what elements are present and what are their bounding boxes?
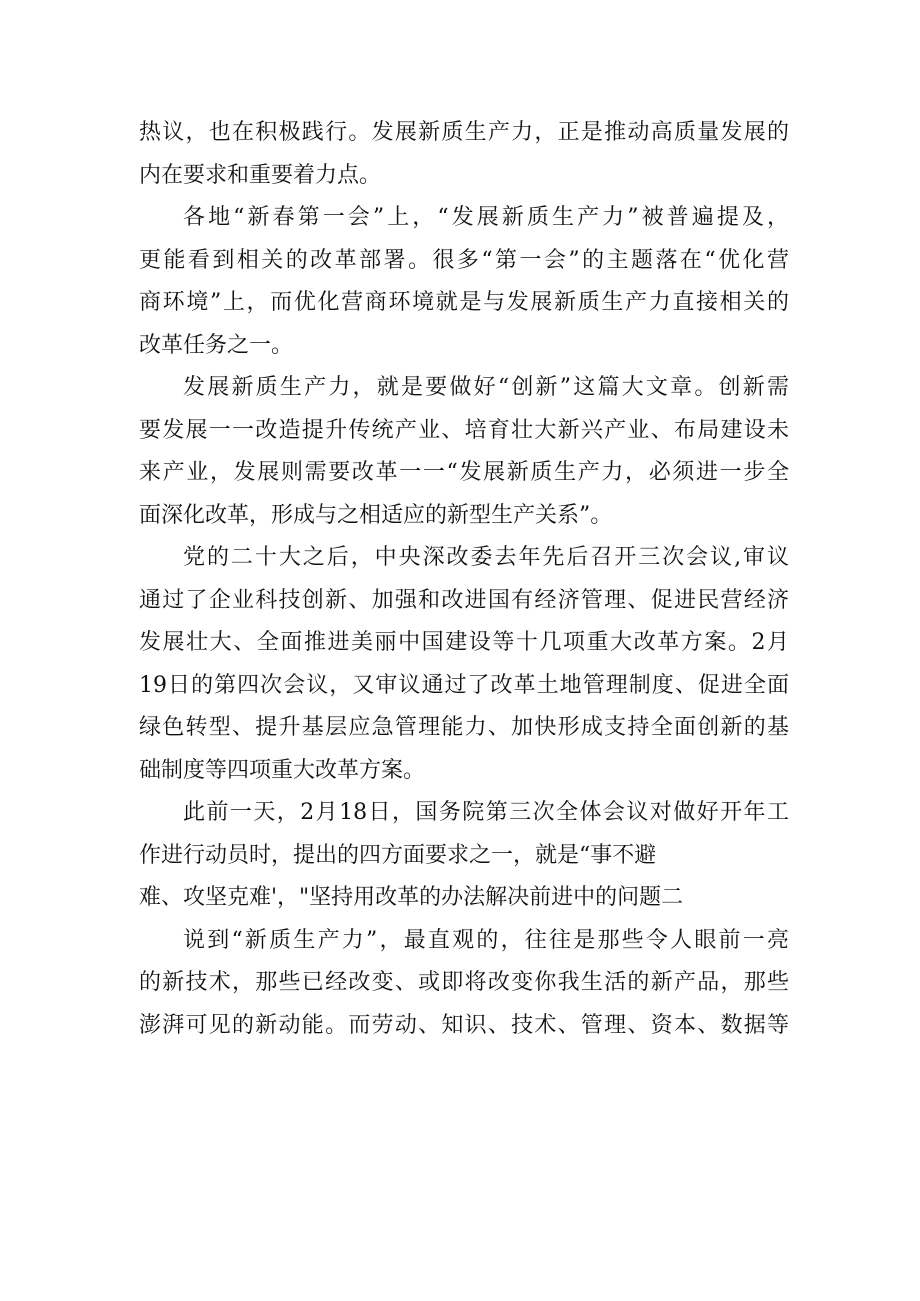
text-line: 来产业，发展则需要改革一一“发展新质生产力，必须进一步全 [139, 460, 789, 485]
text-line: 要发展一一改造提升传统产业、培育壮大新兴产业、布局建设未 [139, 417, 789, 443]
paragraph-first-line: 各地“新春第一会”上，“发展新质生产力”被普遍提及， [183, 205, 789, 230]
text-line: 商环境”上，而优化营商环境就是与发展新质生产力直接相关的 [139, 290, 789, 315]
paragraph-first-line: 党的二十大之后，中央深改委去年先后召开三次会议,审议 [183, 545, 789, 570]
paragraph-first-line: 说到“新质生产力”，最直观的，往往是那些令人眼前一亮 [183, 927, 789, 953]
text-line: 改革任务之一。 [139, 332, 294, 358]
text-line: 澎湃可见的新动能。而劳动、知识、技术、管理、资本、数据等 [139, 1012, 789, 1038]
text-line: 难、攻坚克难'，"坚持用改革的办法解决前进中的问题二 [139, 885, 684, 910]
paragraph-first-line: 发展新质生产力，就是要做好“创新”这篇大文章。创新需 [183, 375, 789, 400]
paragraph-first-line: 此前一天，2月18日，国务院第三次全体会议对做好开年工 [183, 800, 789, 825]
text-line: 绿色转型、提升基层应急管理能力、加快形成支持全面创新的基 [139, 715, 789, 740]
body-text [139, 112, 789, 1047]
text-line: 热议，也在积极践行。发展新质生产力，正是推动高质量发展的 [139, 120, 789, 145]
text-line: 面深化改革，形成与之相适应的新型生产关系”。 [139, 502, 613, 528]
text-line: 作进行动员时，提出的四方面要求之一，就是“事不避 [139, 842, 657, 868]
text-line: 发展壮大、全面推进美丽中国建设等十几项重大改革方案。2月 [139, 630, 789, 655]
text-line: 的新技术，那些已经改变、或即将改变你我生活的新产品，那些 [139, 970, 789, 995]
text-line: 19日的第四次会议，又审议通过了改革土地管理制度、促进全面 [139, 672, 789, 698]
text-line: 础制度等四项重大改革方案。 [139, 757, 426, 783]
text-line: 内在要求和重要着力点。 [139, 162, 382, 188]
text-line: 更能看到相关的改革部署。很多“第一会”的主题落在“优化营 [139, 247, 789, 273]
text-line: 通过了企业科技创新、加强和改进国有经济管理、促进民营经济 [139, 587, 789, 613]
